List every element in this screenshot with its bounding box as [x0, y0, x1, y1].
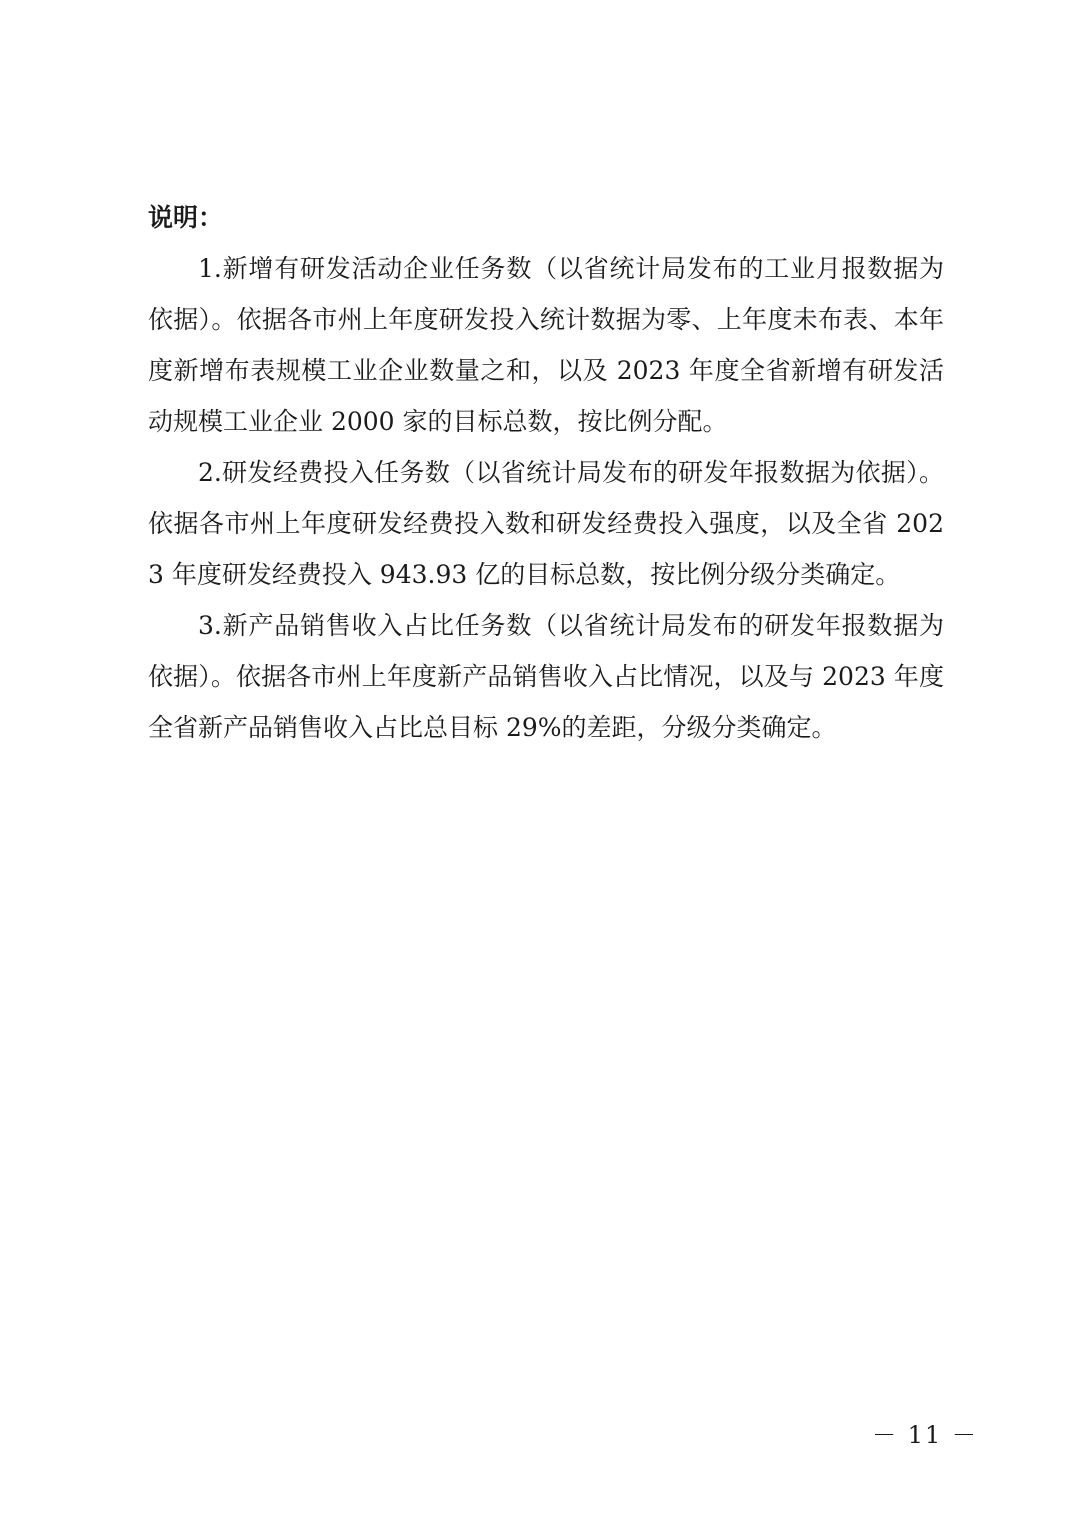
paragraph-new-product-sales: 3.新产品销售收入占比任务数（以省统计局发布的研发年报数据为依据）。依据各市州上年度新产品销售收入占比情况，以及与 2023 年度全省新产品销售收入占比总目标 29%的差距，分级分类确定。	[148, 611, 944, 742]
section-heading: 说明：	[148, 203, 224, 232]
document-body	[148, 192, 944, 753]
paragraph-rd-expenditure: 2.研发经费投入任务数（以省统计局发布的研发年报数据为依据）。依据各市州上年度研发经费投入数和研发经费投入强度，以及全省 2023 年度研发经费投入 943.93 亿的目标总数，按比例分级分类确定。	[148, 458, 944, 589]
page-number: － 11 －	[872, 1421, 978, 1449]
paragraph-new-rd-enterprises: 1.新增有研发活动企业任务数（以省统计局发布的工业月报数据为依据）。依据各市州上年度研发投入统计数据为零、上年度未布表、本年度新增布表规模工业企业数量之和，以及 2023 年度全省新增有研发活动规模工业企业 2000 家的目标总数，按比例分配。	[148, 254, 944, 436]
